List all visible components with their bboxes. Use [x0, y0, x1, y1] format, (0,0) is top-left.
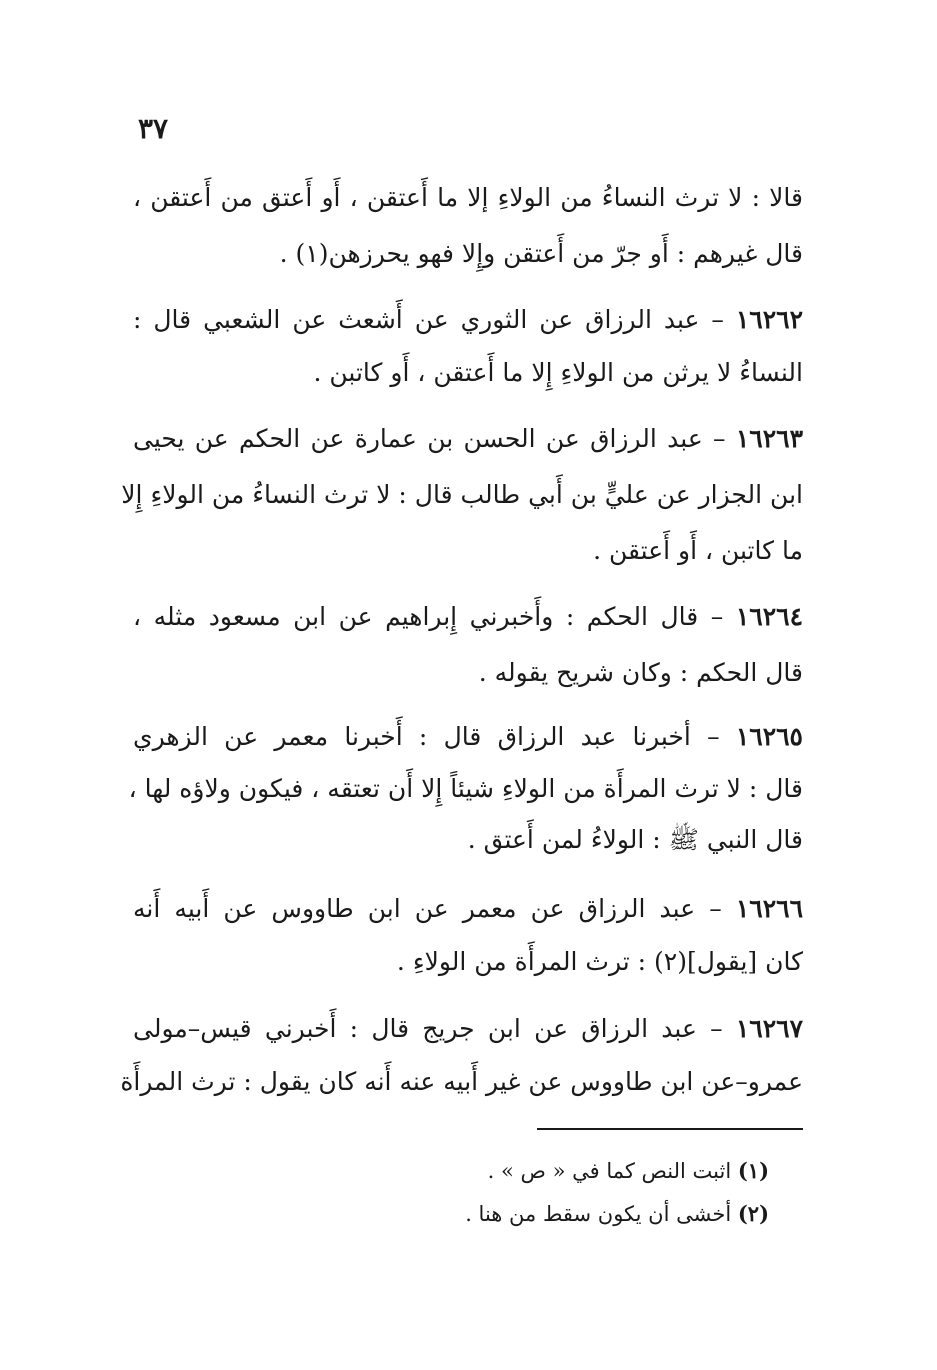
footnote-marker: (٢) [737, 1201, 769, 1226]
text-line: كان [يقول](٢) : ترث المرأَة من الولاءِ . [396, 947, 803, 976]
text-line: ابن الجزار عن عليٍّ بن أَبي طالب قال : لا ترث النساءُ من الولاءِ إِلا [121, 480, 803, 509]
footnote-marker: (١) [737, 1158, 769, 1183]
hadith-number: ١٦٢٦٣ [735, 424, 803, 453]
footnote: (١) اثبت النص كما في « ص » . [487, 1158, 769, 1183]
hadith-line: ١٦٢٦٣ – عبد الرزاق عن الحسن بن عمارة عن الحكم عن يحيى [133, 424, 803, 453]
hadith-number: ١٦٢٦٦ [735, 894, 803, 923]
hadith-number: ١٦٢٦٥ [735, 722, 803, 751]
hadith-line: ١٦٢٦٢ – عبد الرزاق عن الثوري عن أَشعث عن الشعبي قال : [133, 305, 804, 334]
text-line: ما كاتبن ، أَو أَعتقن . [593, 536, 803, 565]
hadith-number: ١٦٢٦٧ [735, 1014, 803, 1043]
hadith-number: ١٦٢٦٤ [735, 602, 803, 631]
hadith-line: ١٦٢٦٧ – عبد الرزاق عن ابن جريج قال : أَخبرني قيس–مولى [133, 1014, 803, 1043]
hadith-number: ١٦٢٦٢ [735, 305, 804, 334]
page-number: ٣٧ [138, 112, 169, 145]
text-line: قال : لا ترث المرأَة من الولاءِ شيئاً إِلا أَن تعتقه ، فيكون ولاؤه لها ، [128, 774, 803, 803]
text-line: قال الحكم : وكان شريح يقوله . [478, 658, 803, 687]
text-line: قالا : لا ترث النساءُ من الولاءِ إلا ما أَعتقن ، أَو أَعتق من أَعتقن ، [133, 183, 803, 212]
hadith-line: ١٦٢٦٥ – أخبرنا عبد الرزاق قال : أَخبرنا معمر عن الزهري [133, 722, 803, 751]
footnote: (٢) أخشى أن يكون سقط من هنا . [465, 1201, 769, 1226]
footnote-divider [537, 1128, 803, 1130]
text-line: النساءُ لا يرثن من الولاءِ إِلا ما أَعتقن ، أَو كاتبن . [313, 358, 803, 387]
hadith-line: ١٦٢٦٤ – قال الحكم : وأَخبرني إِبراهيم عن ابن مسعود مثله ، [133, 602, 803, 631]
hadith-line: ١٦٢٦٦ – عبد الرزاق عن معمر عن ابن طاووس عن أَبيه أَنه [133, 894, 803, 923]
text-line: قال غيرهم : أَو جرّ من أَعتقن وإِلا فهو يحرزهن(١) . [279, 239, 803, 268]
text-line: قال النبي ﷺ : الولاءُ لمن أَعتق . [467, 825, 803, 854]
text-line: عمرو–عن ابن طاووس عن غير أَبيه عنه أَنه كان يقول : ترث المرأَة [120, 1067, 803, 1096]
